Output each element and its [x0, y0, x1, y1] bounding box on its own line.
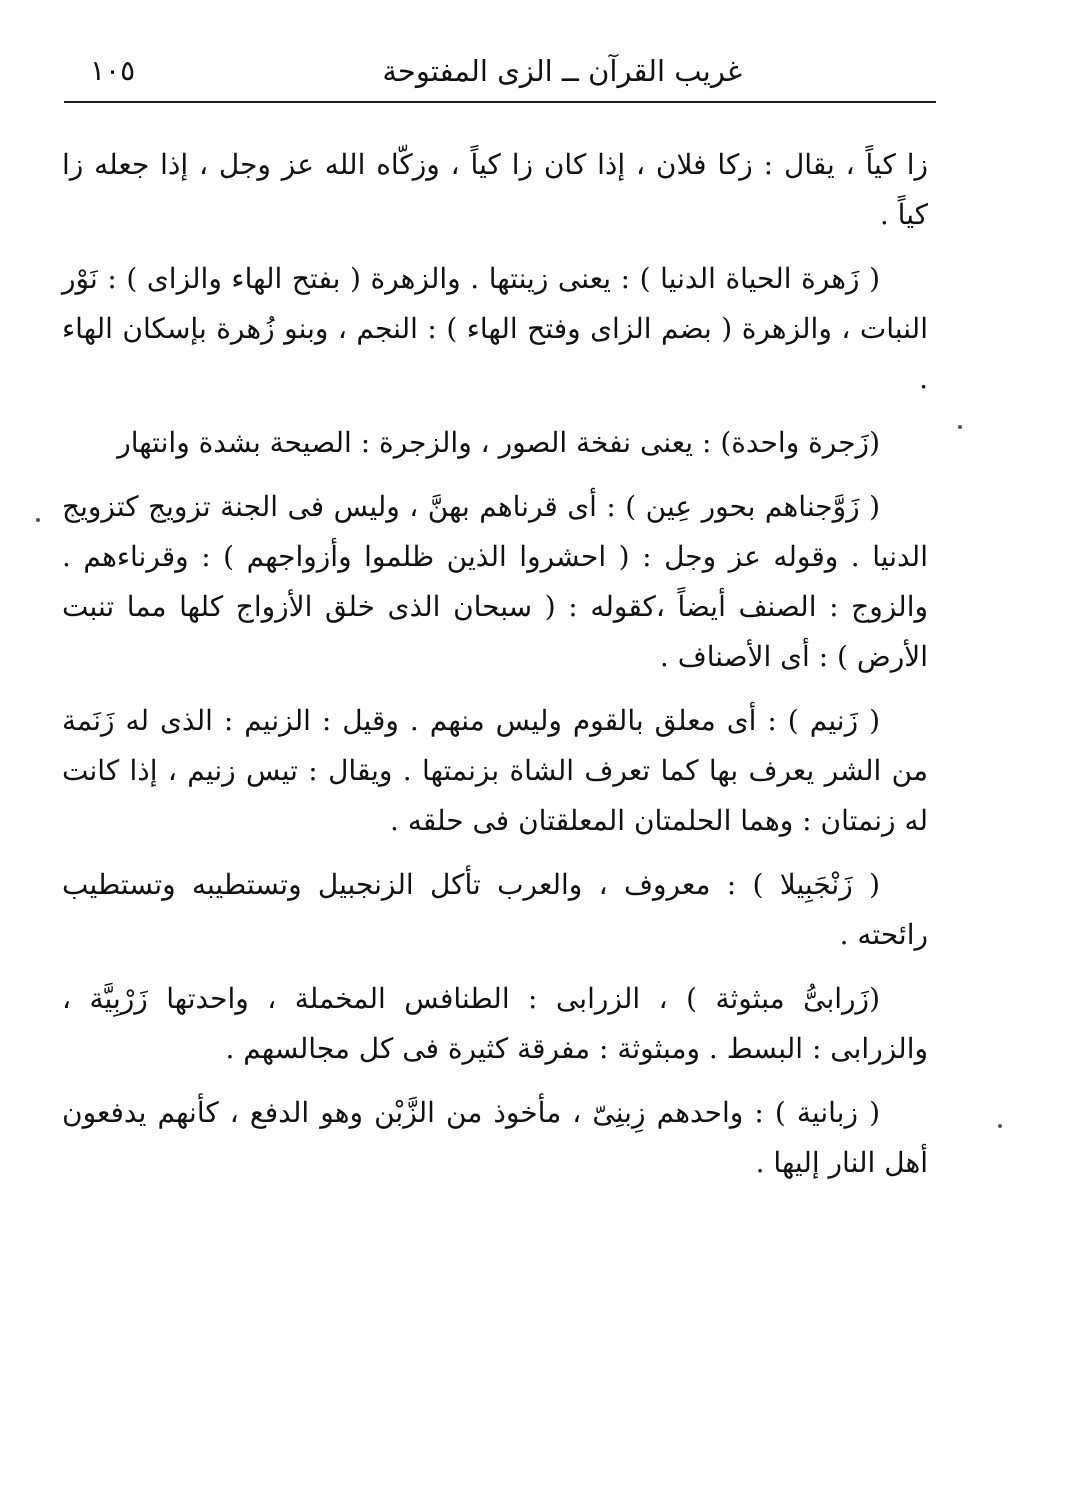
paragraph: ( زَنيم ) : أى معلق بالقوم وليس منهم . وقيل : الزنيم : الذى له زَنَمة من الشر يعرف بها كما تعرف الشاة بزنمتها . ويقال : تيس زنيم ، إذا كانت له زنمتان : وهما الحلمتان المعلقتان فى حلقه .	[62, 704, 928, 837]
paragraph: زا كياً ، يقال : زكا فلان ، إذا كان زا كياً ، وزكّاه الله عز وجل ، إذا جعله زا كياً .	[62, 148, 928, 231]
running-header	[70, 50, 932, 98]
document-body	[62, 140, 928, 1202]
paragraph: ( زَوَّجناهم بحور عِين ) : أى قرناهم بهنَّ ، وليس فى الجنة تزويج كتزويج الدنيا . وقوله عز وجل : ( احشروا الذين ظلموا وأزواجهم ) : وقرناءهم . والزوج : الصنف أيضاً ،كقوله : ( سبحان الذى خلق الأزواج كلها مما تنبت الأرض ) : أى الأصناف .	[62, 490, 928, 673]
paragraph: ( زبانية ) : واحدهم زِبنِىّ ، مأخوذ من الزَّبْن وهو الدفع ، كأنهم يدفعون أهل النار إليها .	[62, 1096, 928, 1179]
header-title: غريب القرآن ــ الزى المفتوحة	[382, 54, 742, 88]
page-number: ١٠٥	[90, 54, 136, 87]
print-speck	[958, 425, 962, 429]
print-speck	[36, 518, 40, 522]
paragraph: ( زَهرة الحياة الدنيا ) : يعنى زينتها . والزهرة ( بفتح الهاء والزاى ) : نَوْر النبات ، والزهرة ( بضم الزاى وفتح الهاء ) : النجم ، وبنو زُهرة بإسكان الهاء .	[62, 262, 928, 395]
paragraph: ( زَنْجَبِيلا ) : معروف ، والعرب تأكل الزنجبيل وتستطيبه وتستطيب رائحته .	[62, 868, 928, 951]
print-speck	[998, 1124, 1002, 1128]
paragraph: (زَرابىُّ مبثوثة ) ، الزرابى : الطنافس المخملة ، واحدتها زَرْبِيَّة ، والزرابى : البسط . ومبثوثة : مفرقة كثيرة فى كل مجالسهم .	[62, 982, 928, 1065]
paragraph: (زَجرة واحدة) : يعنى نفخة الصور ، والزجرة : الصيحة بشدة وانتهار	[117, 426, 880, 459]
header-divider	[64, 101, 936, 103]
